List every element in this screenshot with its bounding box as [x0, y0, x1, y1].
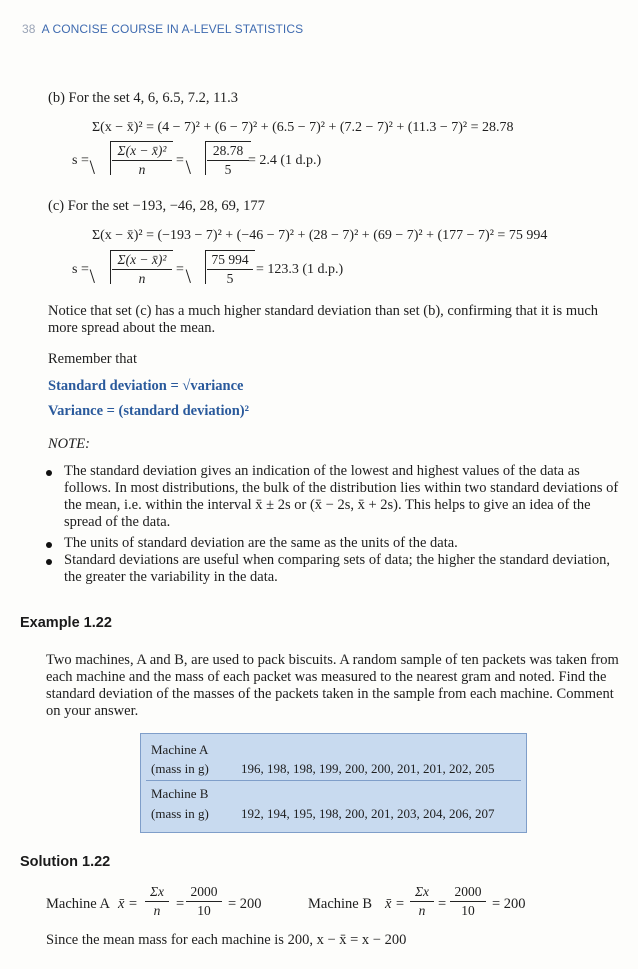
fraction-bar	[145, 901, 169, 902]
part-c-result: = 123.3 (1 d.p.)	[256, 262, 344, 277]
bullet-dot	[46, 559, 52, 565]
solution-a-eq: =	[176, 896, 185, 912]
machine-a-unit: (mass in g)	[151, 761, 209, 776]
part-b-s-label: s =	[72, 153, 89, 168]
machine-b-values: 192, 194, 195, 198, 200, 201, 203, 204, 206, 207	[241, 806, 495, 821]
solution-last-line: Since the mean mass for each machine is 200, x − x̄ = x − 200	[46, 932, 407, 948]
machine-b-label: Machine B	[151, 786, 209, 801]
example-text: Two machines, A and B, are used to pack biscuits. A random sample of ten packets was taken from each machine and the mass of each packet was measured to the nearest gram and noted. Find the standard deviation of the masses of the packets taken in the sample from each machine. Comment on your answer.	[46, 652, 619, 719]
bullet-dot	[46, 470, 52, 476]
part-c-frac1-num: Σ(x − x̄)²	[117, 252, 167, 267]
example-heading: Example 1.22	[20, 615, 112, 631]
solution-machine-b-label: Machine B	[308, 896, 373, 912]
running-header	[22, 22, 303, 36]
machine-a-values: 196, 198, 198, 199, 200, 200, 201, 201, 202, 205	[241, 761, 495, 776]
solution-a-frac1	[145, 884, 169, 919]
book-title: A CONCISE COURSE IN A-LEVEL STATISTICS	[41, 22, 304, 36]
part-c-eq: =	[176, 262, 184, 277]
fraction-bar	[186, 901, 222, 902]
part-b-sum-line: Σ(x − x̄)² = (4 − 7)² + (6 − 7)² + (6.5 − 7)² + (7.2 − 7)² + (11.3 − 7)² = 28.78	[92, 120, 514, 135]
fraction-bar	[450, 901, 486, 902]
part-b-root1-bar	[110, 141, 173, 142]
solution-a-xbar: x̄ =	[118, 896, 138, 912]
solution-a-den2: 10	[197, 903, 211, 918]
solution-b-den: n	[418, 903, 426, 918]
part-b-frac2	[207, 143, 249, 178]
part-c-root1-stem	[110, 250, 111, 284]
part-c-frac2-den: 5	[226, 271, 234, 286]
part-b-root1-stem	[110, 141, 111, 175]
part-c-frac1-den: n	[138, 271, 146, 286]
solution-b-xbar: x̄ =	[385, 896, 405, 912]
part-b-frac1	[112, 143, 172, 178]
sd-definition: Standard deviation = √variance	[48, 378, 244, 394]
part-b-root1-tick	[90, 160, 95, 174]
variance-definition: Variance = (standard deviation)²	[48, 403, 249, 419]
bullet-dot	[46, 542, 52, 548]
part-b-frac1-num: Σ(x − x̄)²	[117, 143, 167, 158]
part-b-intro: (b) For the set 4, 6, 6.5, 7.2, 11.3	[48, 90, 238, 106]
part-b-frac2-num: 28.78	[212, 143, 244, 158]
part-c-sum-line: Σ(x − x̄)² = (−193 − 7)² + (−46 − 7)² + (28 − 7)² + (69 − 7)² + (177 − 7)² = 75 994	[92, 228, 548, 243]
solution-b-den2: 10	[461, 903, 475, 918]
solution-a-num2: 2000	[190, 884, 218, 899]
page-number: 38	[22, 22, 36, 36]
machine-a-label: Machine A	[151, 742, 209, 757]
part-b-frac1-den: n	[138, 162, 146, 177]
part-b-root2-bar	[205, 141, 251, 142]
solution-b-num: Σx	[414, 884, 429, 899]
part-c-s-label: s =	[72, 262, 89, 277]
part-b-frac2-den: 5	[224, 162, 232, 177]
solution-machine-a-label: Machine A	[46, 896, 111, 912]
solution-a-result: = 200	[228, 896, 262, 912]
machine-b-unit: (mass in g)	[151, 806, 209, 821]
solution-a-num: Σx	[149, 884, 164, 899]
part-b-result: = 2.4 (1 d.p.)	[248, 153, 322, 168]
part-c-root1-bar	[110, 250, 173, 251]
fraction-bar	[410, 901, 434, 902]
table-divider	[146, 780, 521, 781]
solution-a-frac2	[186, 884, 222, 919]
part-b-root2-stem	[205, 141, 206, 175]
part-c-intro: (c) For the set −193, −46, 28, 69, 177	[48, 198, 265, 214]
part-c-frac1	[112, 252, 172, 287]
part-c-frac2	[207, 252, 253, 287]
part-c-root2-stem	[205, 250, 206, 284]
bullet-item: The standard deviation gives an indication of the lowest and highest values of the data as follows. In most distributions, the bulk of the distribution lies within two standard deviations of the mean, i.e. within the interval x̄ ± 2s or (x̄ − 2s, x̄ + 2s). This helps to give an idea of the spread of the data.	[64, 463, 619, 530]
solution-a-den: n	[153, 903, 161, 918]
solution-b-num2: 2000	[454, 884, 482, 899]
bullet-item: Standard deviations are useful when comparing sets of data; the higher the standard deviation, the greater the variability in the data.	[64, 552, 611, 585]
part-c-root2-tick	[186, 269, 191, 283]
notice-paragraph: Notice that set (c) has a much higher standard deviation than set (b), confirming that it is much more spread about the mean.	[48, 303, 599, 336]
fraction-bar	[112, 160, 172, 161]
part-b-eq: =	[176, 153, 184, 168]
solution-b-eq: =	[438, 896, 447, 912]
part-b-root2-tick	[186, 160, 191, 174]
part-c-root1-tick	[90, 269, 95, 283]
fraction-bar	[207, 160, 249, 161]
note-label: NOTE:	[48, 436, 90, 452]
fraction-bar	[112, 269, 172, 270]
solution-b-frac1	[410, 884, 434, 919]
part-c-frac2-num: 75 994	[211, 252, 249, 267]
bullet-item: The units of standard deviation are the same as the units of the data.	[64, 535, 458, 551]
remember-text: Remember that	[48, 351, 137, 367]
data-table	[140, 733, 527, 833]
solution-b-frac2	[450, 884, 486, 919]
part-c-root2-bar	[205, 250, 255, 251]
fraction-bar	[207, 269, 253, 270]
solution-b-result: = 200	[492, 896, 526, 912]
solution-heading: Solution 1.22	[20, 854, 111, 870]
